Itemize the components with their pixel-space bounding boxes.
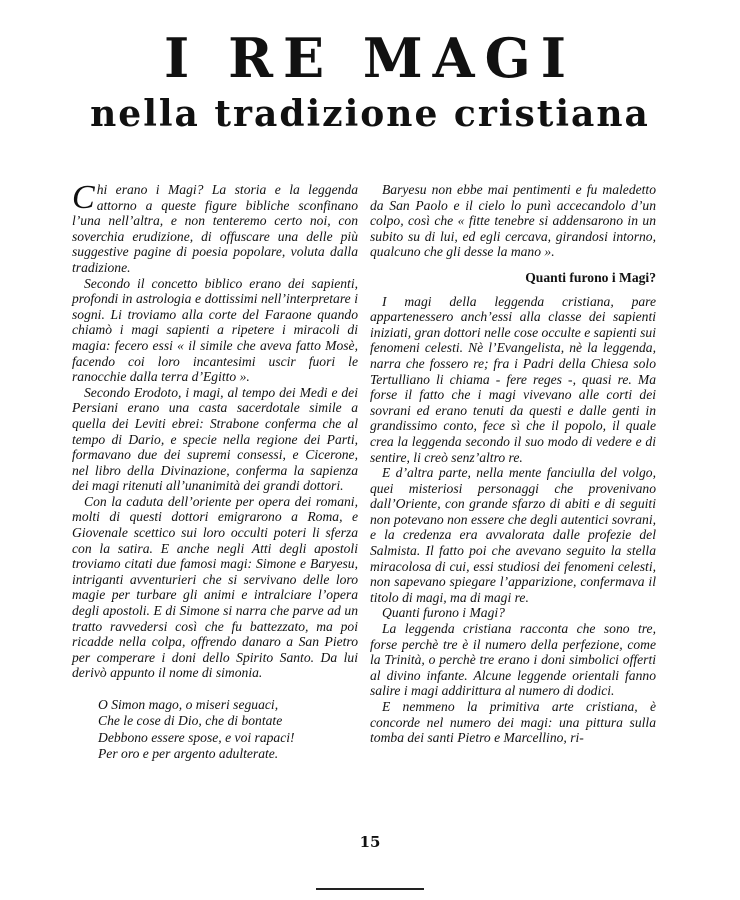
paragraph: Secondo Erodoto, i magi, al tempo dei Medi e dei Persiani erano una casta sacerdotale simile a quella dei Leviti ebrei: Strabone conferma che al tempo di Dario, e specie nella regione dei Parti, formavano due dei supremi consessi, e Cicerone, nel libro della Divinazione, conferma la sapienza dei magi ritenuti all’unanimità dei grandi dottori. [72,384,358,494]
paragraph: E d’altra parte, nella mente fanciulla del volgo, quei misteriosi personaggi che provenivano dall’Oriente, con grande sfarzo di abiti e di seguiti non potevano non essere che degli autentici sovrani, e la credenza era avvalorata dalle profezie del Salmista. Il fatto poi che avevano seguito la stella miracolosa di cui, essi studiosi dei fenomeni celesti, non sapevano spiegare l’apparizione, confermava il titolo di magi, ma di magi re. [370,465,656,605]
paragraph: La leggenda cristiana racconta che sono tre, forse perchè tre è il numero della perfezione, come la Trinità, o perchè tre erano i doni simbolici offerti al divino infante. Alcune leggende orientali fanno salire i magi addirittura al numero di dodici. [370,621,656,699]
poem-quote [98,697,358,763]
poem-line: Per oro e per argento adulterate. [98,746,279,762]
paragraph [72,179,358,276]
paragraph: E nemmeno la primitiva arte cristiana, è concorde nel numero dei magi: una pittura sulla tomba dei santi Pietro e Marcellino, ri- [370,699,656,746]
poem-line: O Simon mago, o miseri seguaci, [98,697,279,712]
paragraph: Baryesu non ebbe mai pentimenti e fu maledetto da San Paolo e il cielo lo punì accecandolo d’un colpo, così che « fitte tenebre si addensarono in un subito su di lui, ed egli cercava, girandosi intorno, qualcuno che gli desse la mano ». [370,182,656,260]
left-column [72,179,358,763]
section-heading: Quanti furono i Magi? [525,269,656,285]
paragraph: Secondo il concetto biblico erano dei sapienti, profondi in astrologia e dottissimi nell’interpretare i sogni. Li troviamo alla corte del Faraone quando chiamò i magi sapienti a ripetere i miracoli di magia: fecero essi « il simile che aveva fatto Mosè, facendo coi loro incantesimi uscir fuori le ranocchie dalla terra d’Egitto ». [72,275,358,385]
footer-rule [316,888,424,890]
paragraph: I magi della leggenda cristiana, pare appartenessero anch’essi alla classe dei sapienti iniziati, gran dottori nelle cose occulte e sapienti sui fenomeni celesti. Nè l’Evangelista, nè la leggenda, narra che fossero re; fra i Padri della Chiesa solo Tertulliano li chiama - fere reges -, quasi re. Ma forse il fatto che i magi vivevano alle corti dei sovrani ed erano tenuti da questi e dalle genti in grandissimo conto, fece sì che il popolo, il quale crea la leggenda secondo il suo modo di vedere e di sentire, li creò senz’altro re. [370,293,656,465]
paragraph: Quanti furono i Magi? [382,605,505,621]
article-subtitle: nella tradizione cristiana [90,93,650,135]
page-number: 15 [359,833,381,851]
poem-line: Che le cose di Dio, che di bontate [98,713,283,729]
right-column [370,182,656,746]
paragraph-text: hi erano i Magi? La storia e la leggenda attorno a queste figure bibliche sconfinano l’una nell’altra, e non tenteremo certo noi, con soverchia erudizione, di offuscare una delle più suggestive pagine di poesia popolare, voluta dalla tradizione. [72,182,358,275]
article-title: I RE MAGI [164,26,576,90]
paragraph: Con la caduta dell’oriente per opera dei romani, molti di questi dottori emigrarono a Roma, e Giovenale scettico sui loro occulti poteri li sferza con la satira. E anche negli Atti degli apostoli troviamo citati due famosi magi: Simone e Baryesu, intriganti avventurieri che si servivano delle loro magie per turbare gli animi e intralciare l’opera degli apostoli. E di Simone si narra che parve ad un tratto ravvedersi così che fu battezzato, ma poi ricadde nella colpa, offrendo danaro a San Pietro per comperare i doni dello Spirito Santo. Da lui derivò appunto il nome di simonia. [72,493,358,681]
drop-cap: C [72,179,95,216]
poem-line: Debbono essere spose, e voi rapaci! [98,729,295,745]
